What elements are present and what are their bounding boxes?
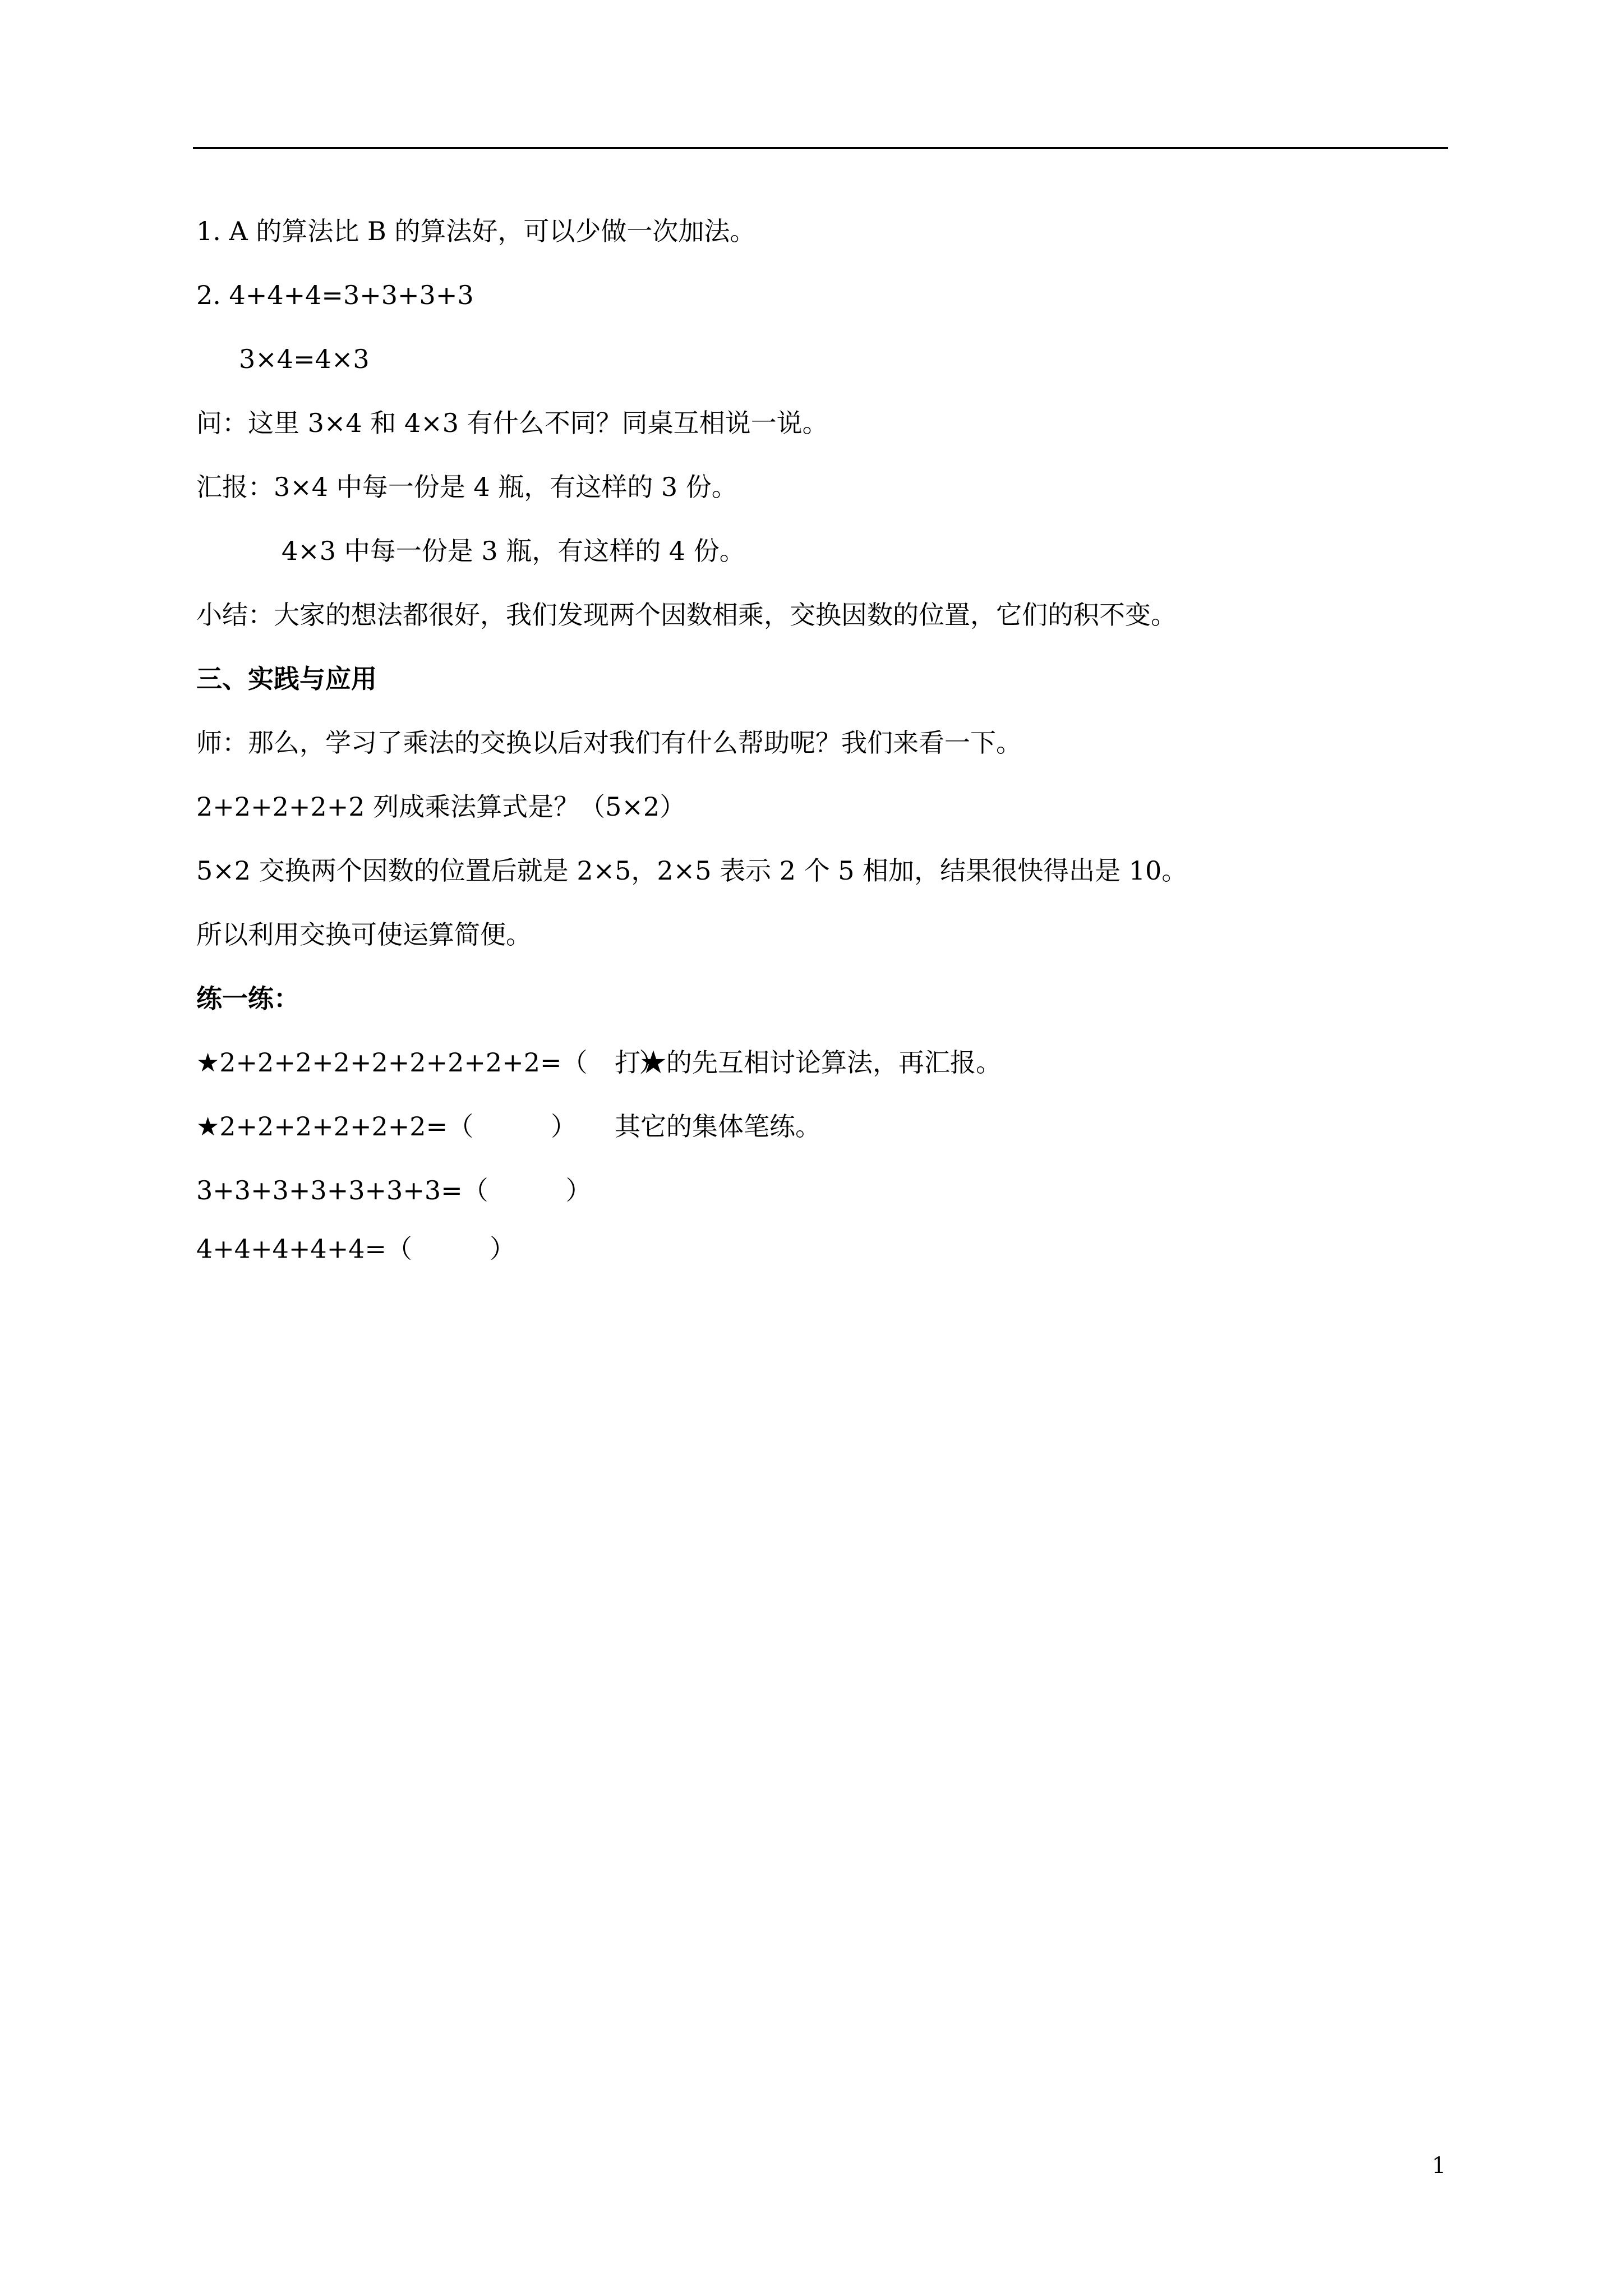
answer-line-2: 2. 4+4+4=3+3+3+3	[196, 280, 474, 310]
conclusion-line: 所以利用交换可使运算简便。	[196, 919, 532, 950]
equation-line: 3×4=4×3	[239, 344, 370, 374]
star-icon: ★	[196, 1047, 220, 1078]
report-line-2: 4×3 中每一份是 3 瓶，有这样的 4 份。	[282, 536, 745, 566]
question-line: 问：这里 3×4 和 4×3 有什么不同？同桌互相说一说。	[196, 408, 828, 438]
exercise-4: 4+4+4+4+4=（ ）	[196, 1234, 516, 1264]
practice-heading: 练一练：	[196, 983, 299, 1014]
report-line-1: 汇报：3×4 中每一份是 4 瓶，有这样的 3 份。	[196, 472, 737, 502]
exercise-2	[196, 1110, 577, 1143]
example-line: 2+2+2+2+2 列成乘法算式是？（5×2）	[196, 792, 686, 822]
teacher-line: 师：那么，学习了乘法的交换以后对我们有什么帮助呢？我们来看一下。	[196, 728, 1022, 758]
star-icon: ★	[196, 1111, 220, 1142]
summary-line: 小结：大家的想法都很好，我们发现两个因数相乘，交换因数的位置，它们的积不变。	[196, 600, 1177, 630]
exercise-2-note: 其它的集体笔练。	[615, 1111, 821, 1142]
header-rule	[193, 147, 1448, 149]
exercise-1	[196, 1046, 665, 1079]
exercise-3: 3+3+3+3+3+3+3=（ ）	[196, 1175, 592, 1205]
exercise-1-text: 2+2+2+2+2+2+2+2+2=（ ）	[219, 1047, 665, 1078]
page-number: 1	[1432, 2153, 1446, 2179]
explanation-line: 5×2 交换两个因数的位置后就是 2×5，2×5 表示 2 个 5 相加，结果很快得出是 10。	[196, 855, 1188, 886]
exercise-2-text: 2+2+2+2+2+2=（ ）	[219, 1111, 577, 1142]
exercise-1-note: 打★的先互相讨论算法，再汇报。	[615, 1047, 1002, 1078]
section-heading: 三、实践与应用	[196, 664, 377, 694]
answer-line-1: 1. A 的算法比 B 的算法好，可以少做一次加法。	[196, 216, 756, 246]
